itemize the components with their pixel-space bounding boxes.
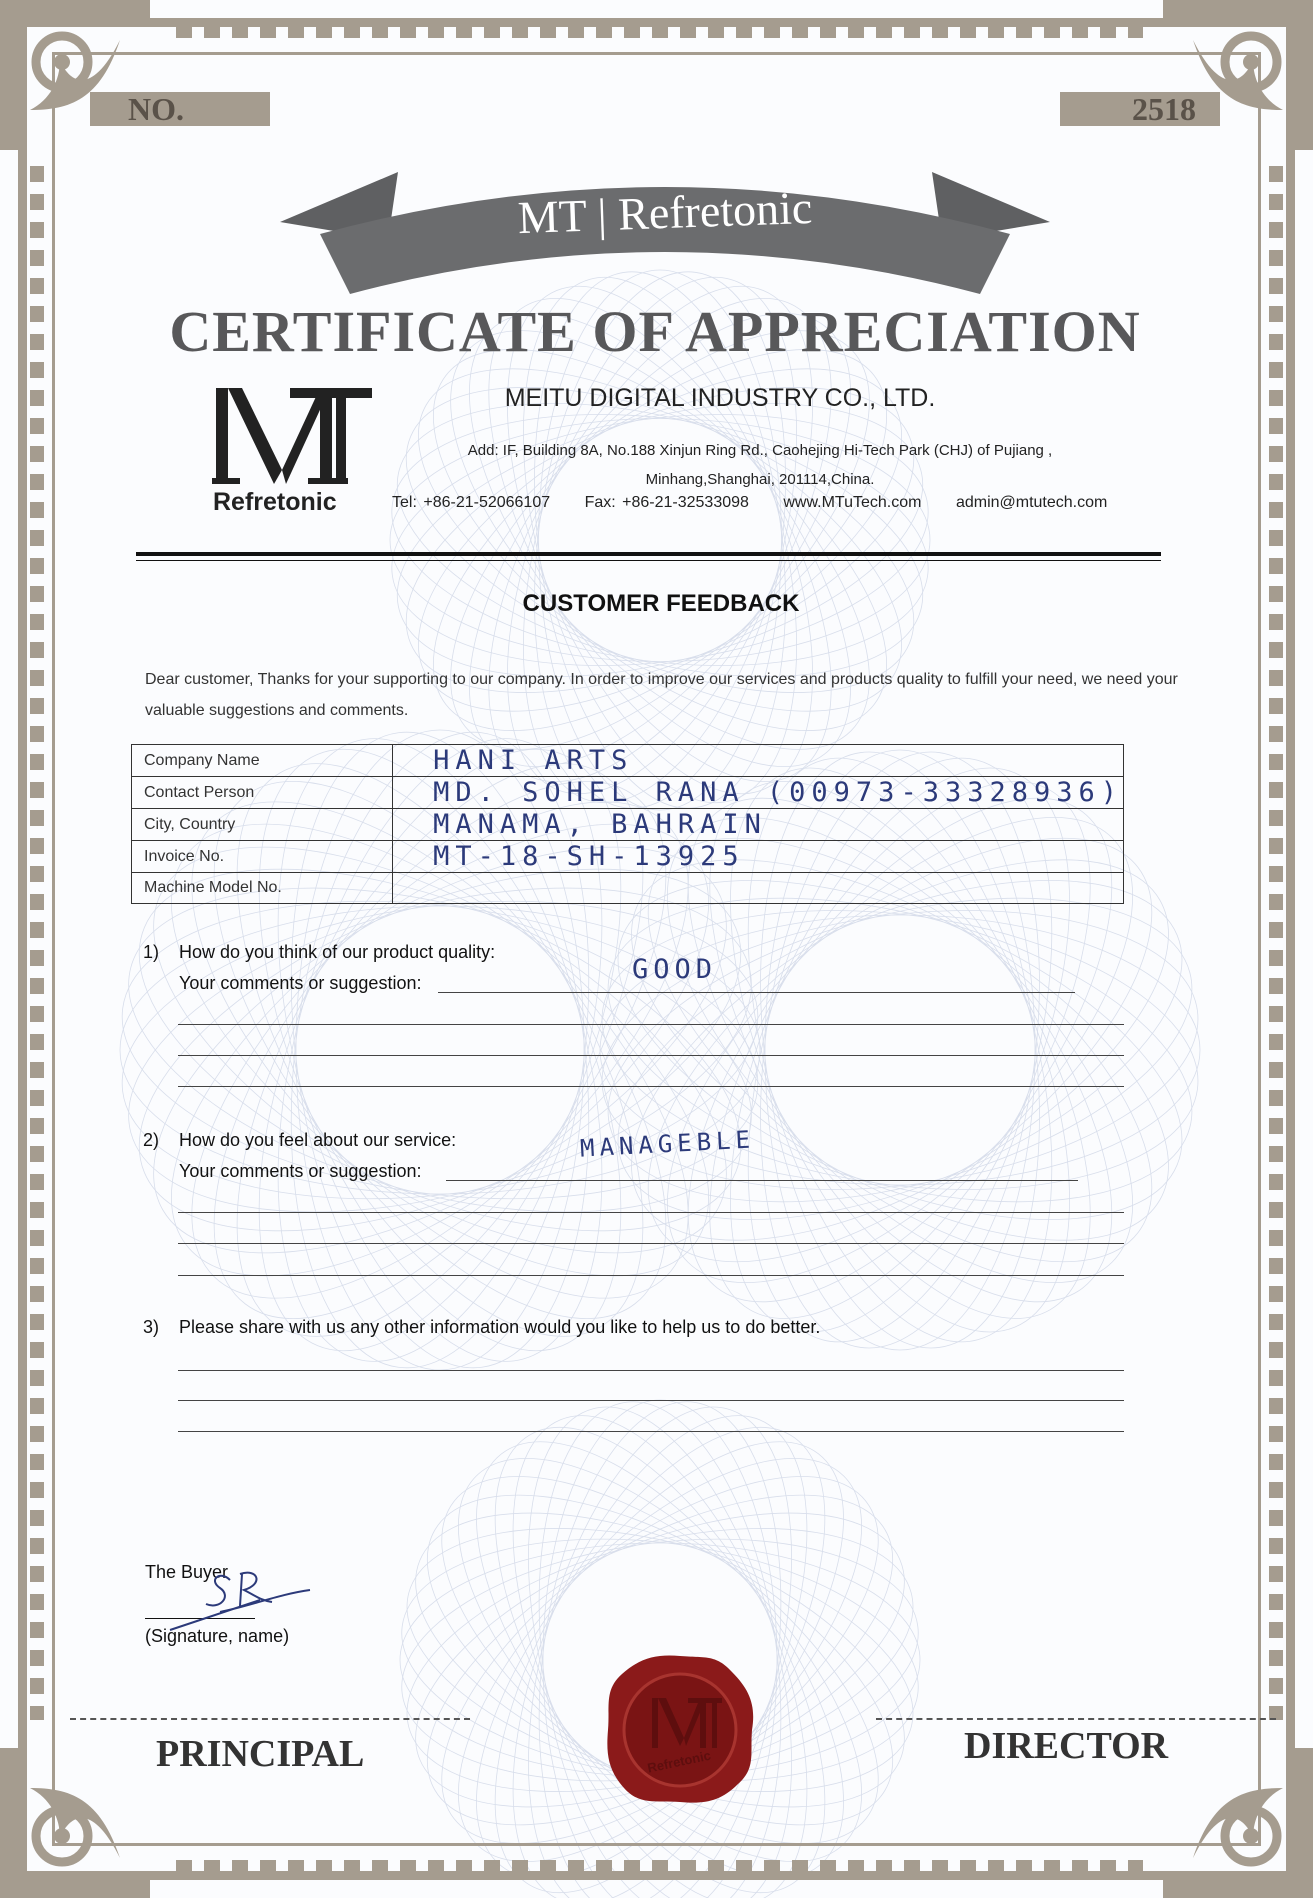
company-address [420, 436, 1100, 494]
answer-line [178, 1370, 1124, 1371]
certificate-number-label: NO. [90, 92, 270, 126]
buyer-label: The Buyer [145, 1562, 229, 1582]
question-prompt: Your comments or suggestion: [179, 1161, 422, 1181]
answer-line [178, 1243, 1124, 1244]
answer-line [178, 1400, 1124, 1401]
table-row [132, 841, 1124, 873]
company-name: MEITU DIGITAL INDUSTRY CO., LTD. [504, 384, 936, 412]
table-row [132, 777, 1124, 809]
customer-info-table [131, 744, 1124, 904]
address-line-2: Minhang,Shanghai, 201114,China. [645, 471, 875, 488]
question-number: 2) [143, 1130, 160, 1150]
section-title: CUSTOMER FEEDBACK [522, 590, 800, 617]
company-contact-line [392, 494, 1135, 512]
principal-label: PRINCIPAL [156, 1733, 365, 1775]
company-email: admin@mtutech.com [955, 494, 1108, 511]
field-value: HANI ARTS [393, 745, 1124, 777]
logo-wordmark: Refretonic [213, 488, 337, 516]
director-signature-line [876, 1718, 1276, 1720]
answer-line [178, 1431, 1124, 1432]
answer-line [178, 1212, 1124, 1213]
certificate-number-value: 2518 [1060, 92, 1220, 126]
question-number: 3) [143, 1317, 160, 1337]
field-value: MD. SOHEL RANA (00973-33328936) [393, 777, 1124, 809]
answer-line [178, 1024, 1124, 1025]
header-rule-thin [136, 560, 1161, 561]
question-text: How do you feel about our service: [179, 1130, 457, 1150]
question-text: Please share with us any other information would you like to help us to do better. [179, 1317, 821, 1337]
intro-text: Dear customer, Thanks for your supporting to our company. In order to improve our services and products quality to fulfill your need, we need your valuable suggestions and comments. [145, 671, 1178, 719]
director-label: DIRECTOR [964, 1725, 1169, 1767]
company-tel: Tel: +86-21-52066107 [392, 494, 551, 511]
field-label: Contact Person [132, 777, 393, 809]
bottom-ornament-strip [170, 1860, 1143, 1872]
answer-line [438, 992, 1075, 993]
field-value [393, 873, 1124, 904]
question-2 [143, 1125, 456, 1187]
company-website: www.MTuTech.com [783, 494, 922, 511]
corner-ornament-icon [0, 1748, 150, 1898]
wax-seal-icon [600, 1650, 760, 1810]
answer-line [178, 1086, 1124, 1087]
address-line-1: Add: IF, Building 8A, No.188 Xinjun Ring Rd., Caohejing Hi-Tech Park (CHJ) of Pujiang , [467, 442, 1053, 459]
corner-ornament-icon [1163, 1748, 1313, 1898]
header-rule [136, 552, 1161, 556]
right-ornament-strip [1269, 160, 1283, 1720]
answer-1: GOOD [632, 954, 718, 985]
company-fax: Fax: +86-21-32533098 [584, 494, 749, 511]
field-value: MT-18-SH-13925 [393, 841, 1124, 873]
field-label: Company Name [132, 745, 393, 777]
seal-text: Refretonic [646, 1747, 713, 1776]
table-row [132, 873, 1124, 904]
answer-line [178, 1055, 1124, 1056]
question-3 [143, 1312, 820, 1343]
top-ornament-strip [170, 26, 1143, 38]
left-ornament-strip [30, 160, 44, 1720]
certificate-title: CERTIFICATE OF APPRECIATION [169, 299, 1141, 364]
field-label: Invoice No. [132, 841, 393, 873]
answer-2: MANAGEBLE [579, 1125, 756, 1163]
question-number: 1) [143, 942, 160, 962]
field-label: Machine Model No. [132, 873, 393, 904]
answer-line [446, 1180, 1078, 1181]
answer-line [178, 1275, 1124, 1276]
question-text: How do you think of our product quality: [179, 942, 496, 962]
field-value: MANAMA, BAHRAIN [393, 809, 1124, 841]
principal-signature-line [70, 1718, 470, 1720]
question-prompt: Your comments or suggestion: [179, 973, 422, 993]
field-label: City, Country [132, 809, 393, 841]
table-row [132, 745, 1124, 777]
corner-ornament-icon [0, 0, 150, 150]
table-row [132, 809, 1124, 841]
brand-ribbon-text: MT | Refretonic [516, 181, 814, 244]
question-1 [143, 937, 495, 999]
corner-ornament-icon [1163, 0, 1313, 150]
signature-note: (Signature, name) [145, 1626, 290, 1646]
